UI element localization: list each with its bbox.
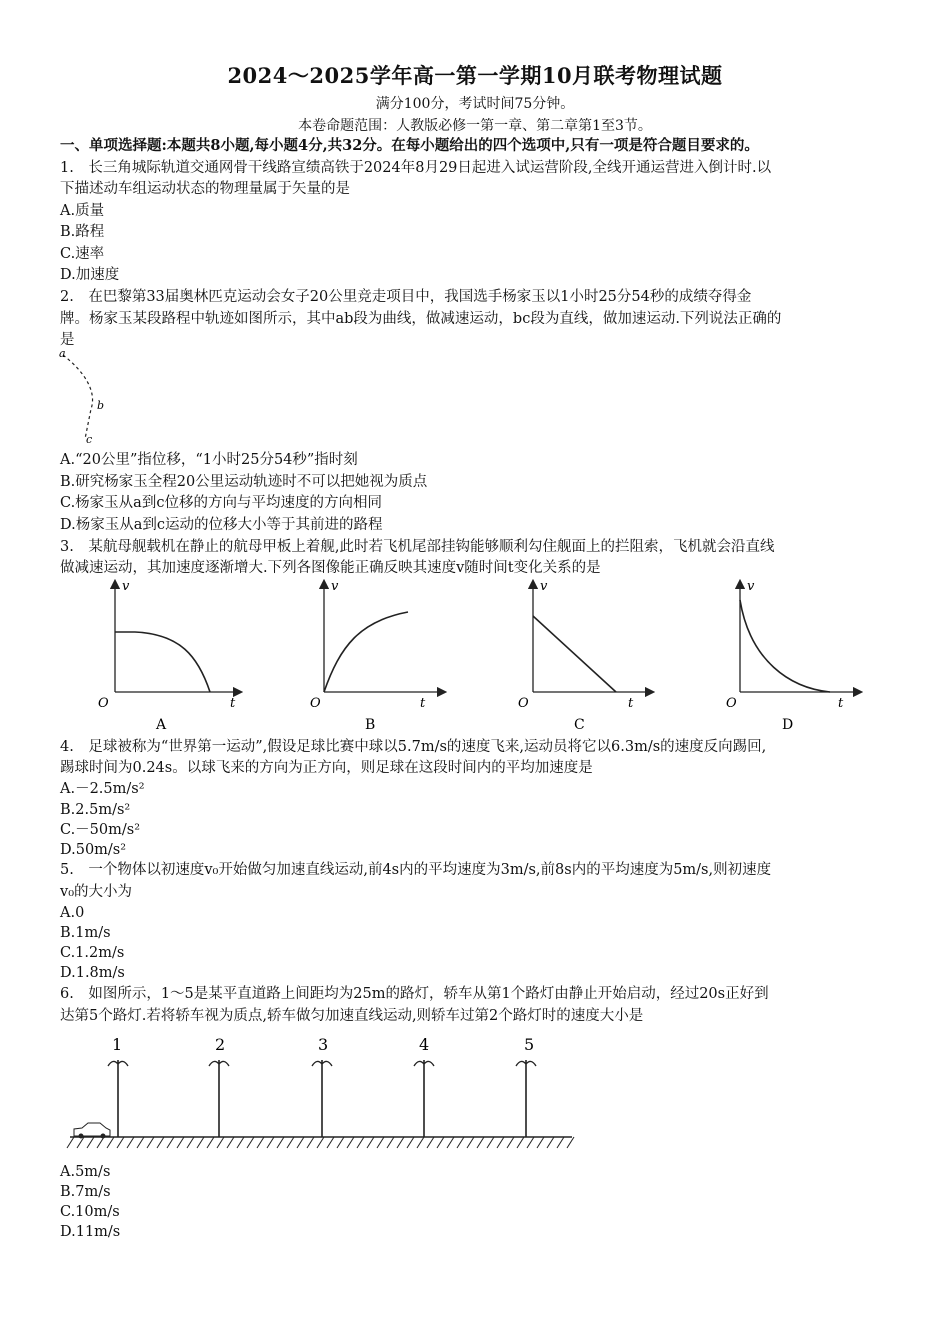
- graph-a: [98, 579, 238, 733]
- q1-option-a: A.质量: [60, 203, 105, 219]
- lamp-2-label: 2: [215, 1035, 226, 1054]
- q1-option-c: C.速率: [60, 246, 105, 262]
- graph-c: [518, 579, 650, 733]
- graph-d-xaxis-label: t: [838, 696, 844, 711]
- q4-option-d: D.50m/s²: [60, 842, 127, 858]
- point-a-label: a: [59, 347, 66, 360]
- q2-trajectory-figure: [55, 347, 115, 447]
- point-c-label: c: [86, 433, 93, 446]
- q5-option-d: D.1.8m/s: [60, 965, 125, 981]
- street-lamp-5: [516, 1035, 536, 1137]
- q3-graphs-figure: [90, 576, 870, 736]
- q6-option-d: D.11m/s: [60, 1224, 121, 1240]
- q4-stem-line1: 4. 足球被称为“世界第一运动”,假设足球比赛中球以5.7m/s的速度飞来,运动员将它以6.3m/s的速度反向踢回,: [60, 739, 767, 755]
- q6-stem-line1: 6. 如图所示，1～5是某平直道路上间距均为25m的路灯，轿车从第1个路灯由静止开始启动，经过20s正好到: [60, 986, 769, 1002]
- graph-c-label: C: [574, 717, 585, 733]
- q6-option-c: C.10m/s: [60, 1204, 120, 1220]
- q1-stem-line2: 下描述动车组运动状态的物理量属于矢量的是: [60, 181, 350, 197]
- graph-b-origin: O: [310, 696, 321, 711]
- q4-option-a: A.－2.5m/s²: [60, 781, 145, 797]
- graph-d: [726, 579, 858, 733]
- q2-option-c: C.杨家玉从a到c位移的方向与平均速度的方向相同: [60, 495, 382, 511]
- q1-option-b: B.路程: [60, 224, 105, 240]
- car-icon: [74, 1123, 110, 1139]
- q6-stem-line2: 达第5个路灯.若将轿车视为质点,轿车做匀加速直线运动,则轿车过第2个路灯时的速度大小是: [60, 1008, 644, 1024]
- graph-a-label: A: [156, 717, 167, 733]
- q2-stem-line2: 牌。杨家玉某段路程中轨迹如图所示，其中ab段为曲线，做减速运动，bc段为直线，做加速运动.下列说法正确的: [60, 311, 782, 327]
- q2-option-b: B.研究杨家玉全程20公里运动轨迹时不可以把她视为质点: [60, 474, 428, 490]
- lamp-5-label: 5: [524, 1035, 535, 1054]
- q2-stem-line1: 2. 在巴黎第33届奥林匹克运动会女子20公里竞走项目中，我国选手杨家玉以1小时25分54秒的成绩夺得金: [60, 289, 752, 305]
- street-lamp-4: [414, 1035, 434, 1137]
- section-heading: 一、单项选择题:本题共8小题,每小题4分,共32分。在每小题给出的四个选项中,只有一项是符合题目要求的。: [60, 137, 759, 154]
- lamp-1-label: 1: [112, 1035, 123, 1054]
- exam-title: 2024～2025学年高一第一学期10月联考物理试题: [227, 63, 723, 88]
- q3-stem-line2: 做减速运动，其加速度逐渐增大.下列各图像能正确反映其速度v随时间t变化关系的是: [60, 560, 601, 576]
- graph-c-yaxis-label: v: [540, 579, 548, 594]
- street-lamp-2: [209, 1035, 229, 1137]
- graph-b: [310, 579, 442, 733]
- q4-option-c: C.－50m/s²: [60, 822, 141, 838]
- q1-stem-line1: 1. 长三角城际轨道交通网骨干线路宣绩高铁于2024年8月29日起进入试运营阶段,全线开通运营进入倒计时.以: [60, 160, 772, 176]
- q5-option-a: A.0: [60, 905, 85, 921]
- graph-b-label: B: [365, 717, 376, 733]
- graph-d-yaxis-label: v: [747, 579, 755, 594]
- q4-stem-line2: 踢球时间为0.24s。以球飞来的方向为正方向，则足球在这段时间内的平均加速度是: [60, 760, 593, 776]
- q2-option-a: A.“20公里”指位移，“1小时25分54秒”指时刻: [60, 452, 358, 468]
- q6-option-b: B.7m/s: [60, 1184, 111, 1200]
- graph-d-origin: O: [726, 696, 737, 711]
- graph-d-label: D: [782, 717, 794, 733]
- q5-stem-line2: v₀的大小为: [60, 884, 133, 900]
- q3-stem-line1: 3. 某航母舰载机在静止的航母甲板上着舰,此时若飞机尾部挂钩能够顺利勾住舰面上的拦阻索，飞机就会沿直线: [60, 539, 775, 555]
- lamp-4-label: 4: [419, 1035, 430, 1054]
- graph-a-yaxis-label: v: [122, 579, 130, 594]
- scope-note: 本卷命题范围：人教版必修一第一章、第二章第1至3节。: [298, 118, 652, 134]
- q5-stem-line1: 5. 一个物体以初速度v₀开始做匀加速直线运动,前4s内的平均速度为3m/s,前8s内的平均速度为5m/s,则初速度: [60, 862, 772, 878]
- graph-a-xaxis-label: t: [230, 696, 236, 711]
- graph-b-xaxis-label: t: [420, 696, 426, 711]
- q4-option-b: B.2.5m/s²: [60, 802, 131, 818]
- street-lamp-3: [312, 1035, 332, 1137]
- score-time-note: 满分100分，考试时间75分钟。: [375, 96, 575, 112]
- q1-option-d: D.加速度: [60, 267, 120, 283]
- graph-c-xaxis-label: t: [628, 696, 634, 711]
- graph-c-origin: O: [518, 696, 529, 711]
- graph-a-origin: O: [98, 696, 109, 711]
- lamp-3-label: 3: [318, 1035, 329, 1054]
- street-lamp-1: [108, 1035, 128, 1137]
- q5-option-b: B.1m/s: [60, 925, 111, 941]
- q5-option-c: C.1.2m/s: [60, 945, 125, 961]
- graph-b-yaxis-label: v: [331, 579, 339, 594]
- point-b-label: b: [97, 399, 105, 412]
- q2-stem-line3: 是: [60, 332, 75, 348]
- q2-option-d: D.杨家玉从a到c运动的位移大小等于其前进的路程: [60, 517, 383, 533]
- q6-option-a: A.5m/s: [60, 1164, 111, 1180]
- q6-street-lamps-figure: [60, 1030, 580, 1155]
